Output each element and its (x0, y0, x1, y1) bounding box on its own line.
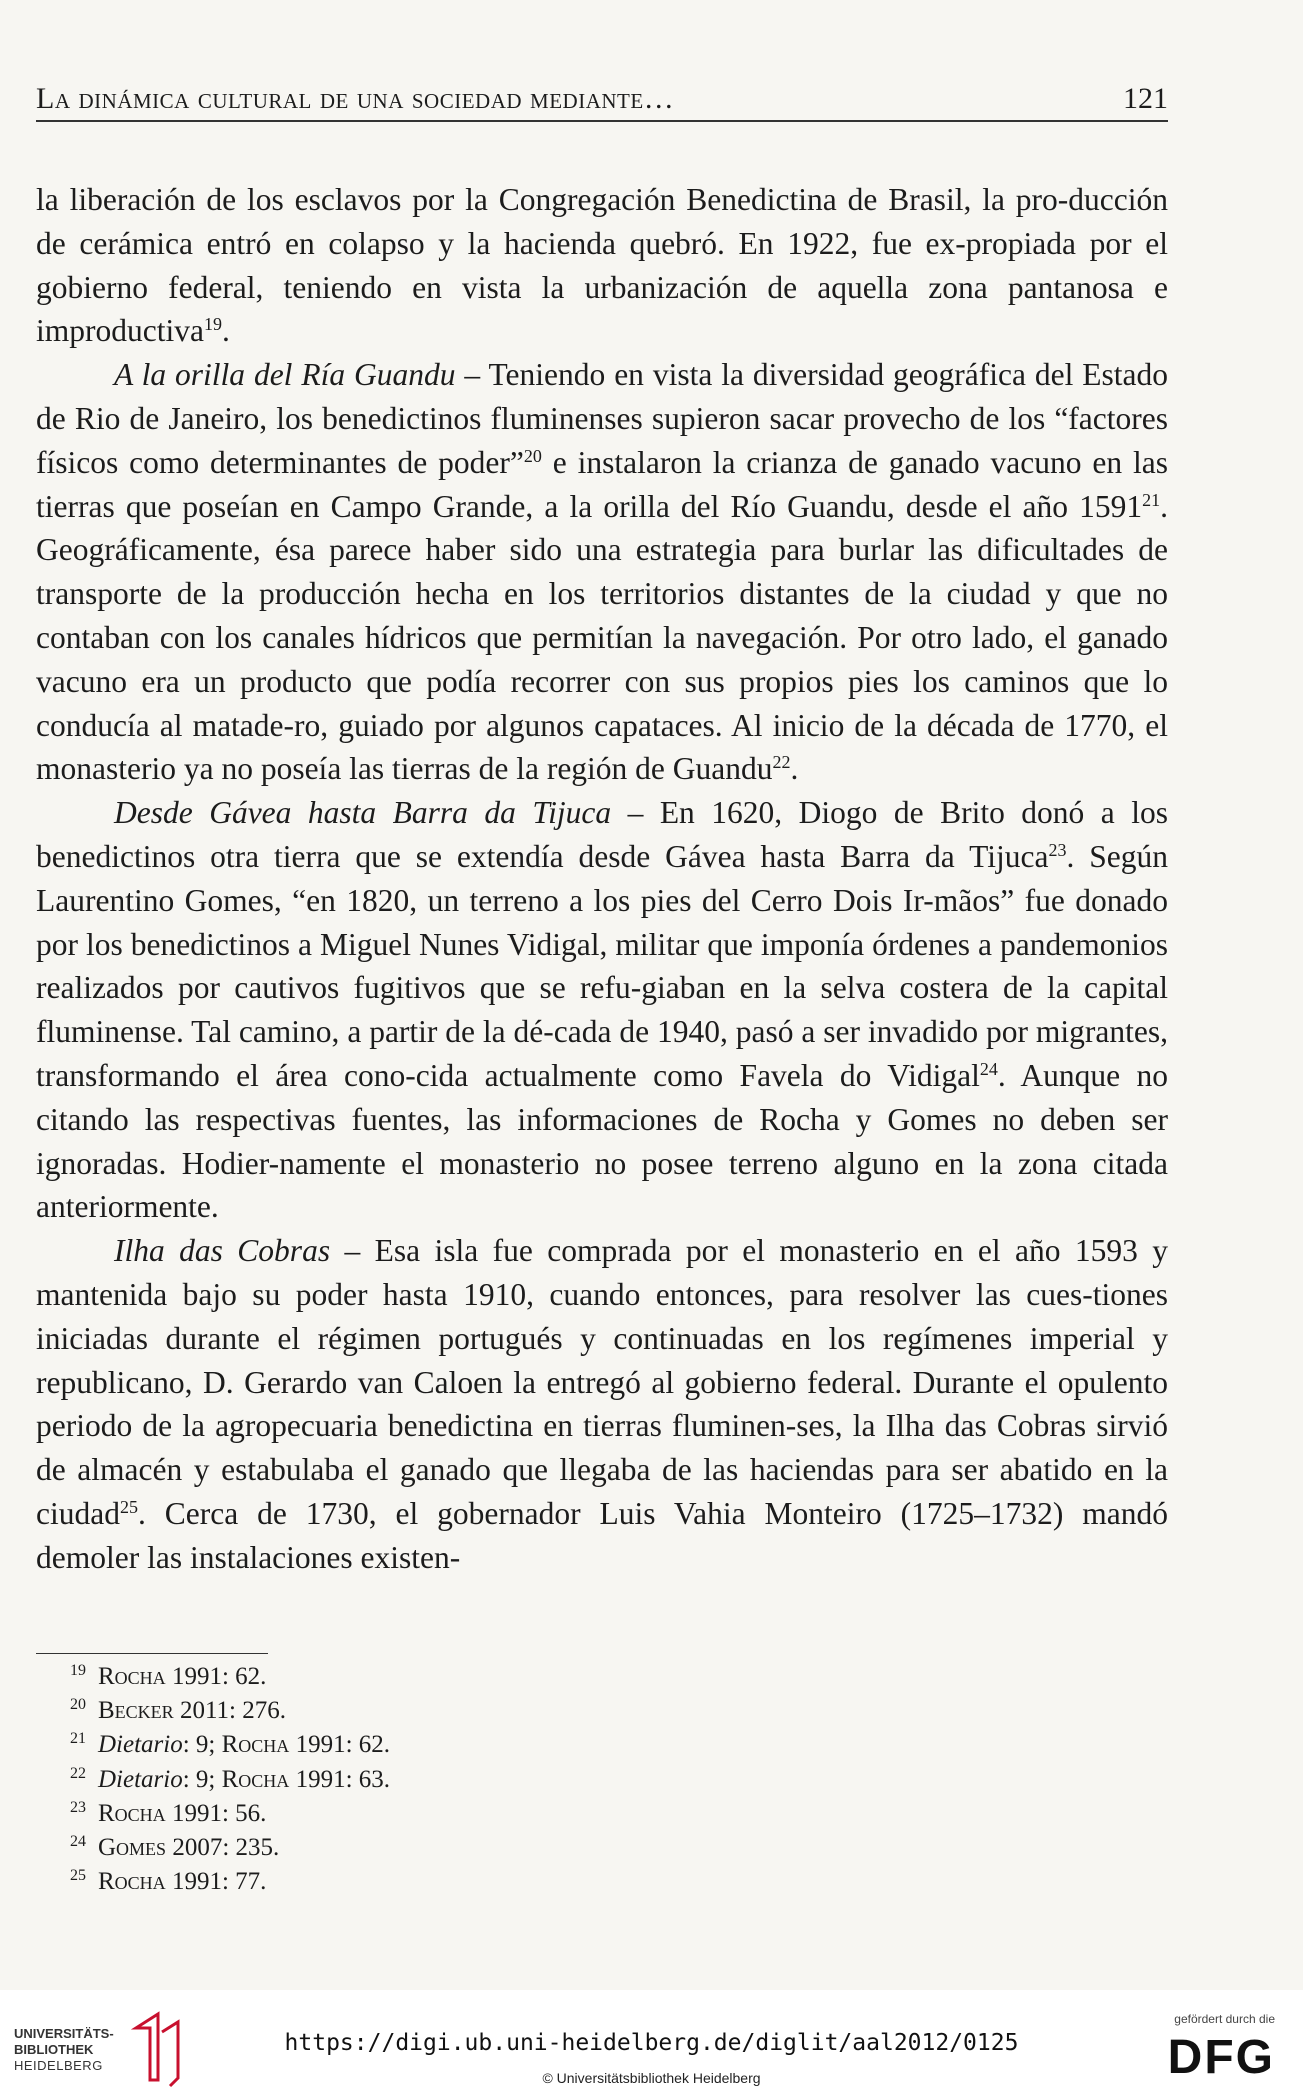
funding-note: gefördert durch die (1174, 2012, 1275, 2026)
footnote-ref-23[interactable]: 23 (1048, 839, 1067, 860)
footnotes (70, 1660, 770, 1899)
footnote: $^{21}$ Dietario: 9; Rocha 1991: 62. (70, 1730, 391, 1759)
paragraph-text: . Según Laurentino Gomes, “en 1820, un terreno a los pies del Cerro Dois Ir-mãos” fue donado por los benedictinos a Miguel Nunes Vidigal, militar que imponía órdenes a pandemonios realizados por cautivos fugitivos que se refu-giaban en la selva costera de la capital fluminense. Tal camino, a partir de la dé-cada de 1940, pasó a ser invadido por migrantes, transformando el área cono-cida actualmente como Favela do Vidigal (36, 838, 1168, 1093)
copyright-notice: © Universitätsbibliothek Heidelberg (542, 2070, 761, 2086)
paragraph-text: – Esa isla fue comprada por el monasterio en el año 1593 y mantenida bajo su poder hasta 1910, cuando entonces, para resolver las cues-tiones iniciadas durante el régimen portugués y continuadas en los regímenes imperial y republicano, D. Gerardo van Caloen la entregó al gobierno federal. Durante el opulento periodo de la agropecuaria benedictina en tierras fluminen-ses, la Ilha das Cobras sirvió de almacén y estabulaba el ganado que llegaba de las haciendas para ser abatido en la ciudad (36, 1233, 1169, 1531)
paragraph-1 (36, 178, 1168, 353)
running-head (36, 82, 1168, 122)
paragraph-text: . Cerca de 1730, el gobernador Luis Vahia Monteiro (1725–1732) mandó demoler las instalaciones existen- (36, 1495, 1168, 1575)
footnote-divider (36, 1653, 268, 1654)
footnote-ref-22[interactable]: 22 (772, 752, 791, 773)
section-title-ilha: Ilha das Cobras (114, 1233, 331, 1269)
paragraph-text: e instalaron la crianza de ganado vacuno en las tierras que poseían en Campo Grande, a la orilla del Río Guandu, desde el año 1591 (36, 444, 1168, 524)
footnote: $^{24}$ Gomes 2007: 235. (70, 1833, 280, 1862)
paragraph-text: . (790, 751, 799, 787)
running-head-title: La dinámica cultural de una sociedad mediante… (36, 82, 675, 115)
footnote: $^{20}$ Becker 2011: 276. (70, 1696, 286, 1725)
footnote: $^{19}$ Rocha 1991: 62. (70, 1662, 267, 1690)
footnote: $^{25}$ Rocha 1991: 77. (70, 1867, 267, 1896)
paragraph-text: . Aunque no citando las respectivas fuentes, las informaciones de Rocha y Gomes no deben ser ignoradas. Hodier-namente el monasterio no posee terreno alguno en la zona citada anteriormente. (36, 1057, 1168, 1225)
library-logo[interactable]: UNIVERSITÄTS- BIBLIOTHEK HEIDELBERG (14, 2026, 114, 2073)
footnote-ref-25[interactable]: 25 (119, 1496, 138, 1517)
section-title-gavea: Desde Gávea hasta Barra da Tijuca (114, 795, 612, 831)
footnote-ref-21[interactable]: 21 (1142, 489, 1161, 510)
section-title-guandu: A la orilla del Ría Guandu (114, 357, 456, 393)
footnote-ref-19[interactable]: 19 (203, 314, 222, 335)
permalink-url[interactable]: https://digi.ub.uni-heidelberg.de/diglit/aal2012/0125 (284, 2030, 1019, 2056)
paragraph-text: – Teniendo en vista la diversidad geográfica del Estado de Rio de Janeiro, los benedictinos fluminenses supieron sacar provecho de los “factores físicos como determinantes de poder” (36, 357, 1168, 480)
dfg-logo[interactable]: DFG (1167, 2031, 1275, 2084)
paragraph-text: . Geográficamente, ésa parece haber sido una estrategia para burlar las dificultades de transporte de la producción hecha en los territorios distantes de la ciudad y que no contaban con los canales hídricos que permitían la navegación. Por otro lado, el ganado vacuno era un producto que podía recorrer con sus propios pies los caminos que lo conducía al matade-ro, guiado por algunos capataces. Al inicio de la década de 1770, el monasterio ya no poseía las tierras de la región de Guandu (36, 488, 1168, 787)
body-text (36, 178, 1168, 1580)
paragraph-ilha-das-cobras (36, 1229, 1168, 1579)
page-number: 121 (1123, 82, 1168, 115)
footnote-ref-20[interactable]: 20 (523, 445, 542, 466)
paragraph-text: . (221, 313, 230, 349)
footnote: $^{23}$ Rocha 1991: 56. (70, 1798, 267, 1827)
viewer-footer (0, 1990, 1303, 2097)
paragraph-text: – En 1620, Diogo de Brito donó a los benedictinos otra tierra que se extendía desde Gávea hasta Barra da Tijuca (36, 795, 1169, 874)
paragraph-gavea (36, 791, 1168, 1229)
paragraph-text: la liberación de los esclavos por la Congregación Benedictina de Brasil, la pro-ducción de cerámica entró en colapso y la hacienda quebró. En 1922, fue ex-propiada por el gobierno federal, teniendo en vista la urbanización de aquella zona pantanosa e improductiva (36, 182, 1168, 349)
footnote-ref-24[interactable]: 24 (979, 1058, 998, 1079)
paragraph-guandu (36, 353, 1168, 791)
footnote: $^{22}$ Dietario: 9; Rocha 1991: 63. (70, 1764, 391, 1793)
